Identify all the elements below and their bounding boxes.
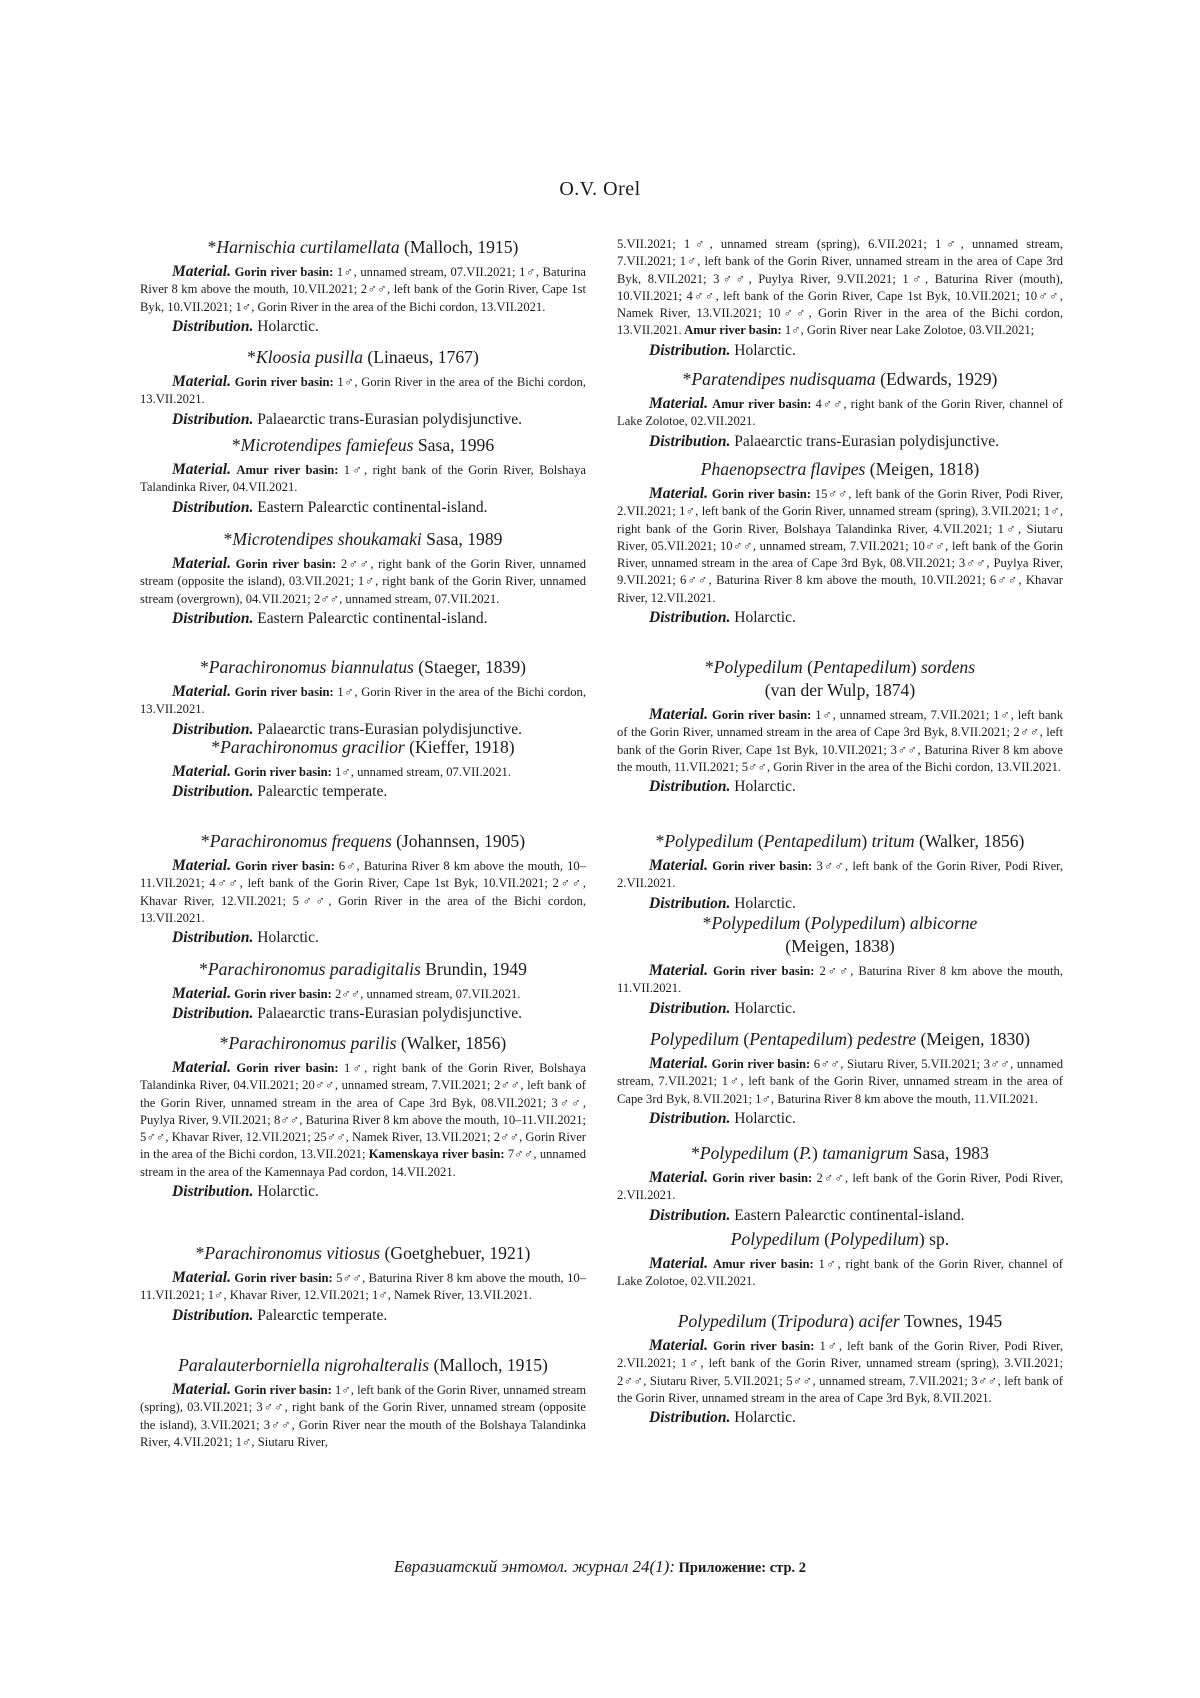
title-asterisk: *	[200, 831, 210, 851]
species-title	[617, 912, 1063, 958]
species-entry	[140, 958, 586, 1025]
distribution-text: Eastern Palearctic continental-island.	[730, 1206, 965, 1224]
material-label: Material.	[172, 1381, 231, 1398]
species-title	[617, 1028, 1063, 1051]
species-title	[617, 368, 1063, 391]
title-asterisk: *	[691, 1143, 700, 1163]
basin-label: Gorin river basin:	[234, 375, 334, 389]
distribution	[140, 1181, 586, 1203]
title-part: (	[802, 657, 813, 677]
species-epithet: sordens	[920, 657, 976, 677]
species-entry	[617, 1228, 1063, 1291]
material-label: Material.	[649, 1055, 708, 1072]
species-name: Polypedilum	[677, 1311, 767, 1331]
title-asterisk: *	[199, 657, 209, 677]
distribution	[617, 607, 1063, 629]
material-paragraph	[140, 1381, 586, 1451]
species-title	[140, 736, 586, 759]
species-name: Paralauterborniella nigrohalteralis	[178, 1355, 430, 1375]
distribution-text: Palaearctic trans-Eurasian polydisjunctive.	[253, 720, 522, 738]
species-title	[140, 656, 586, 679]
title-part: (Meigen, 1818)	[865, 459, 980, 479]
distribution-label: Distribution.	[649, 1206, 731, 1224]
material-text: 2♂♂, right bank of the Gorin River, unnamed stream (opposite the island), 03.VII.2021; 1♂, right bank of the Gorin River, unnamed stream (overgrown), 04.VII.2021; 2♂♂, unnamed stream, 07.VII.2021.	[140, 557, 587, 606]
distribution-text: Holarctic.	[253, 317, 319, 335]
species-name: Microtendipes famiefeus	[240, 435, 414, 455]
distribution-text: Holarctic.	[730, 778, 796, 796]
title-part: (Malloch, 1915)	[399, 237, 519, 257]
author-year: (van der Wulp, 1874)	[764, 680, 916, 700]
species-name: Parachironomus parilis	[228, 1033, 397, 1053]
material-paragraph	[617, 1337, 1063, 1407]
species-entry	[140, 528, 586, 630]
distribution-label: Distribution.	[649, 609, 731, 627]
title-part: (Kieffer, 1918)	[404, 737, 515, 757]
title-part: (Edwards, 1929)	[875, 369, 998, 389]
distribution-label: Distribution.	[172, 317, 254, 335]
title-asterisk: *	[223, 529, 233, 549]
material-continuation: 5.VII.2021; 1♂, unnamed stream (spring), 6.VII.2021; 1♂, unnamed stream, 7.VII.2021; 1♂, left bank of the Gorin River, unnamed stream in the area of Cape 3rd Byk, 8.VII.2021; 3♂♂, Puylya River, 9.VII.2021; 1♂, Baturina River (mouth), 10.VII.2021; 4♂♂, left bank of the Gorin River, Cape 1st Byk, 10.VII.2021; 10♂♂, Namek River, 13.VII.2021; 10♂♂, Gorin River in the area of the Bichi cordon, 13.VII.2021. Amur river basin: 1♂, Gorin River near Lake Zolotoe, 03.VII.2021;	[617, 237, 1063, 338]
species-name: Phaenopsectra flavipes	[700, 459, 866, 479]
distribution	[140, 409, 586, 431]
material-label: Material.	[172, 263, 231, 280]
species-title	[140, 1242, 586, 1265]
material-text: 6♂, Baturina River 8 km above the mouth, 10–11.VII.2021; 4♂♂, left bank of the Gorin River, Cape 1st Byk, 10.VII.2021; 2♂♂, Khavar River, 12.VII.2021; 5♂♂, Gorin River in the area of the Bichi cordon, 13.VII.2021.	[140, 859, 587, 925]
species-title	[140, 1354, 586, 1377]
species-entry	[617, 1310, 1063, 1429]
distribution-label: Distribution.	[649, 1109, 731, 1127]
subgenus-name: Pentapedilum	[812, 657, 911, 677]
distribution-label: Distribution.	[649, 432, 731, 450]
distribution-label: Distribution.	[172, 929, 254, 947]
title-asterisk: *	[231, 435, 241, 455]
basin-label: Gorin river basin:	[712, 859, 813, 873]
title-part: (	[800, 913, 811, 933]
title-part: (Walker, 1856)	[396, 1033, 507, 1053]
distribution	[140, 316, 586, 338]
distribution-text: Holarctic.	[253, 929, 319, 947]
distribution-label: Distribution.	[172, 609, 254, 627]
species-entry	[617, 1028, 1063, 1130]
material-paragraph	[140, 555, 586, 608]
subgenus-name: P.	[799, 1143, 812, 1163]
material-paragraph	[140, 857, 586, 927]
material-text: 1♂, unnamed stream, 07.VII.2021; 1♂, Baturina River 8 km above the mouth, 10.VII.2021; 2♂♂, left bank of the Gorin River, Cape 1st Byk, 10.VII.2021; 1♂, Gorin River in the area of the Bichi cordon, 13.VII.2021.	[140, 265, 586, 314]
title-part: (Staeger, 1839)	[413, 657, 527, 677]
material-paragraph	[617, 706, 1063, 776]
basin-label: Gorin river basin:	[713, 964, 815, 978]
species-entry	[140, 656, 586, 741]
species-name: Microtendipes shoukamaki	[232, 529, 422, 549]
species-title	[617, 656, 1063, 702]
basin-label: Gorin river basin:	[234, 987, 332, 1001]
species-name: Polypedilum	[713, 657, 803, 677]
material-text: 1♂, left bank of the Gorin River, Podi River, 2.VII.2021; 1♂, left bank of the Gorin River, unnamed stream (spring), 3.VII.2021; 2♂♂, Siutaru River, 5.VII.2021; 5♂♂, unnamed stream, 7.VII.2021; 3♂♂, left bank of the Gorin River, unnamed stream in the area of Cape 3rd Byk, 8.VII.2021.	[617, 1339, 1063, 1405]
distribution-text: Palearctic temperate.	[253, 1306, 388, 1324]
material-paragraph	[617, 1169, 1063, 1205]
material-paragraph	[617, 962, 1063, 998]
material-text: 1♂, Gorin River in the area of the Bichi cordon, 13.VII.2021.	[140, 685, 586, 717]
title-part: Brundin, 1949	[420, 959, 527, 979]
basin-label: Gorin river basin:	[711, 487, 811, 501]
subgenus-name: Tripodura	[776, 1311, 849, 1331]
species-entry	[140, 434, 586, 519]
distribution-label: Distribution.	[172, 1306, 254, 1324]
material-paragraph	[617, 1055, 1063, 1108]
title-part: (	[766, 1311, 777, 1331]
distribution-label: Distribution.	[172, 1183, 254, 1201]
material-text: 6♂♂, Siutaru River, 5.VII.2021; 3♂♂, unnamed stream, 7.VII.2021; 1♂, left bank of the Gorin River, unnamed stream in the area of Cape 3rd Byk, 8.VII.2021; 1♂, Baturina River 8 km above the mouth, 11.VII.2021.	[617, 1057, 1063, 1106]
distribution-text: Palearctic temperate.	[253, 783, 388, 801]
material-label: Material.	[649, 1255, 708, 1272]
species-entry	[140, 1242, 586, 1327]
material-text: 15♂♂, left bank of the Gorin River, Podi River, 2.VII.2021; 1♂, left bank of the Gorin River, unnamed stream (spring), 3.VII.2021; 1♂, right bank of the Gorin River, Bolshaya Talandinka River, 4.VII.2021; 1♂, Siutaru River, 05.VII.2021; 10♂♂, unnamed stream, 7.VII.2021; 10♂♂, left bank of the Gorin River, unnamed stream in the area of Cape 3rd Byk, 08.VII.2021; 3♂♂, Puylya River, 9.VII.2021; 6♂♂, Baturina River 8 km above the mouth, 10.VII.2021; 6♂♂, Khavar River, 12.VII.2021.	[617, 487, 1063, 605]
material-text: 2♂♂, unnamed stream, 07.VII.2021.	[331, 987, 521, 1001]
species-title	[140, 434, 586, 457]
title-asterisk: *	[682, 369, 692, 389]
material-label: Material.	[172, 985, 231, 1002]
species-entry	[617, 830, 1063, 915]
basin-label: Kamenskaya river basin:	[365, 1147, 505, 1162]
distribution-label: Distribution.	[649, 778, 731, 796]
species-title	[617, 458, 1063, 481]
material-paragraph	[140, 1059, 586, 1181]
distribution	[617, 1205, 1063, 1227]
material-paragraph	[140, 985, 586, 1003]
species-name: Parachironomus frequens	[209, 831, 392, 851]
species-name: Polypedilum	[730, 1229, 820, 1249]
material-text: 1♂, unnamed stream, 7.VII.2021; 1♂, left bank of the Gorin River, unnamed stream in the area of Cape 3rd Byk, 8.VII.2021; 2♂♂, left bank of the Gorin River, Cape 1st Byk, 10.VII.2021; 3♂♂, Baturina River 8 km above the mouth, 11.VII.2021; 5♂♂, Gorin River in the area of the Bichi cordon, 13.VII.2021.	[617, 708, 1064, 774]
material-paragraph	[140, 461, 586, 497]
title-asterisk: *	[655, 831, 665, 851]
basin-label: Amur river basin:	[712, 1257, 814, 1271]
material-label: Material.	[172, 1269, 231, 1286]
material-label: Material.	[172, 763, 231, 780]
distribution	[140, 781, 586, 803]
material-text: 7♂♂, unnamed stream in the area of the Kamennaya Pad cordon, 14.VII.2021.	[140, 1147, 586, 1179]
material-text: 2♂♂, Baturina River 8 km above the mouth, 11.VII.2021.	[617, 964, 1064, 996]
species-title	[140, 236, 586, 259]
material-label: Material.	[172, 1059, 231, 1076]
title-part: (	[753, 831, 764, 851]
distribution-text: Holarctic.	[730, 609, 796, 627]
title-part: (	[738, 1029, 750, 1049]
species-entry	[140, 236, 586, 338]
author-year: Townes, 1945	[899, 1311, 1003, 1331]
distribution-label: Distribution.	[172, 410, 254, 428]
material-paragraph	[140, 373, 586, 409]
author-year: (Walker, 1856)	[914, 831, 1025, 851]
title-asterisk: *	[195, 1243, 205, 1263]
species-title	[140, 346, 586, 369]
distribution	[140, 1305, 586, 1327]
material-text: 1♂, left bank of the Gorin River, unnamed stream (spring), 03.VII.2021; 3♂♂, right bank of the Gorin River, unnamed stream (opposite the island), 3.VII.2021; 3♂♂, Gorin River near the mouth of the Bolshaya Talandinka River, 4.VII.2021; 1♂, Siutaru River,	[140, 1383, 587, 1449]
material-label: Material.	[649, 485, 708, 502]
material-text: 1♂, unnamed stream, 07.VII.2021.	[331, 765, 511, 779]
species-entry	[617, 368, 1063, 453]
right-column	[617, 236, 1063, 1556]
material-label: Material.	[649, 1169, 708, 1186]
material-text: 5♂♂, Baturina River 8 km above the mouth, 10–11.VII.2021; 1♂, Khavar River, 12.VII.2021; 1♂, Namek River, 13.VII.2021.	[140, 1271, 586, 1303]
title-part: Sasa, 1989	[421, 529, 503, 549]
species-name: Kloosia pusilla	[255, 347, 364, 367]
distribution-label: Distribution.	[649, 1409, 731, 1427]
material-paragraph	[617, 1255, 1063, 1291]
author-year: Sasa, 1983	[908, 1143, 989, 1163]
material-text: 1♂, right bank of the Gorin River, channel of Lake Zolotoe, 02.VII.2021.	[617, 1257, 1063, 1289]
author-year: (Meigen, 1838)	[785, 936, 895, 956]
material-text: 4♂♂, right bank of the Gorin River, channel of Lake Zolotoe, 02.VII.2021.	[617, 397, 1063, 429]
distribution-label: Distribution.	[649, 999, 731, 1017]
title-part: )	[899, 913, 910, 933]
title-asterisk: *	[211, 737, 221, 757]
basin-label: Gorin river basin:	[235, 557, 337, 571]
species-epithet: albicorne	[909, 913, 978, 933]
title-part: )	[811, 1143, 823, 1163]
material-label: Material.	[172, 683, 231, 700]
material-label: Material.	[172, 373, 231, 390]
distribution-text: Holarctic.	[730, 999, 796, 1017]
basin-label: Gorin river basin:	[711, 708, 812, 722]
species-entry	[140, 346, 586, 431]
species-entry	[617, 458, 1063, 629]
title-part: ) sp.	[918, 1229, 950, 1249]
species-name: Harnischia curtilamellata	[216, 237, 400, 257]
material-label: Material.	[649, 1337, 708, 1354]
species-entry	[140, 1354, 586, 1451]
distribution-label: Distribution.	[649, 894, 731, 912]
species-title	[617, 830, 1063, 853]
species-entry	[617, 912, 1063, 1020]
title-asterisk: *	[199, 959, 208, 979]
distribution-label: Distribution.	[172, 1005, 254, 1023]
author-year: (Meigen, 1830)	[916, 1029, 1030, 1049]
title-part: )	[910, 657, 921, 677]
species-epithet: tritum	[871, 831, 915, 851]
species-entry	[617, 656, 1063, 798]
distribution-label: Distribution.	[172, 720, 254, 738]
distribution-label: Distribution.	[172, 498, 254, 516]
material-label: Material.	[649, 395, 708, 412]
material-text: 1♂, right bank of the Gorin River, Bolshaya Talandinka River, 04.VII.2021; 20♂♂, unnamed stream, 7.VII.2021; 2♂♂, left bank of the Gorin River, unnamed stream in the area of Cape 3rd Byk, 08.VII.2021; 3♂♂, Puylya River, 9.VII.2021; 8♂♂, Baturina River 8 km above the mouth, 10–11.VII.2021; 5♂♂, Khavar River, 12.VII.2021; 25♂♂, Namek River, 13.VII.2021; 2♂♂, Gorin River in the area of the Bichi cordon, 13.VII.2021;	[140, 1061, 586, 1162]
species-entry	[617, 1142, 1063, 1227]
basin-label: Amur river basin:	[712, 397, 812, 411]
title-part: )	[846, 1029, 858, 1049]
basin-label: Gorin river basin:	[234, 265, 334, 279]
species-entry	[140, 736, 586, 803]
title-part: Sasa, 1996	[413, 435, 495, 455]
page-number: Приложение: стр. 2	[675, 1560, 807, 1576]
distribution-text: Palaearctic trans-Eurasian polydisjunctive.	[253, 410, 522, 428]
title-asterisk: *	[207, 237, 217, 257]
species-title	[617, 1142, 1063, 1165]
subgenus-name: Polypedilum	[810, 913, 900, 933]
distribution	[140, 497, 586, 519]
species-name: Parachironomus vitiosus	[204, 1243, 381, 1263]
distribution-text: Eastern Palearctic continental-island.	[253, 498, 488, 516]
basin-label: Gorin river basin:	[234, 1383, 332, 1397]
distribution	[140, 927, 586, 949]
species-entry	[140, 830, 586, 949]
title-part: )	[861, 831, 872, 851]
species-title	[140, 1032, 586, 1055]
species-name: Polypedilum	[711, 913, 801, 933]
species-name: Polypedilum	[699, 1143, 789, 1163]
distribution-label: Distribution.	[172, 783, 254, 801]
basin-label: Gorin river basin:	[234, 685, 334, 699]
subgenus-name: Polypedilum	[829, 1229, 919, 1249]
species-title	[140, 958, 586, 981]
left-column	[140, 236, 586, 1556]
distribution-text: Holarctic.	[730, 1109, 796, 1127]
title-part: (Goetghebuer, 1921)	[380, 1243, 531, 1263]
basin-label: Gorin river basin:	[234, 1271, 333, 1285]
basin-label: Gorin river basin:	[235, 859, 335, 873]
material-paragraph	[617, 395, 1063, 431]
species-name: Parachironomus gracilior	[220, 737, 405, 757]
distribution-text: Holarctic.	[253, 1183, 319, 1201]
material-paragraph	[617, 857, 1063, 893]
species-title	[617, 1228, 1063, 1251]
species-epithet: tamanigrum	[822, 1143, 909, 1163]
distribution	[140, 608, 586, 630]
continued-entry	[617, 236, 1063, 362]
species-title	[140, 528, 586, 551]
species-name: Paratendipes nudisquama	[691, 369, 876, 389]
species-name: Parachironomus biannulatus	[208, 657, 414, 677]
distribution-text: Eastern Palearctic continental-island.	[253, 609, 488, 627]
material-paragraph	[140, 263, 586, 316]
material-label: Material.	[172, 555, 231, 572]
subgenus-name: Pentapedilum	[763, 831, 862, 851]
title-part: (Johannsen, 1905)	[391, 831, 526, 851]
species-title	[617, 1310, 1063, 1333]
material-label: Material.	[172, 857, 231, 874]
material-label: Material.	[649, 962, 708, 979]
distribution	[617, 1108, 1063, 1130]
basin-label: Gorin river basin:	[711, 1057, 811, 1071]
title-part: (Linaeus, 1767)	[363, 347, 479, 367]
material-text: 3♂♂, left bank of the Gorin River, Podi River, 2.VII.2021.	[617, 859, 1064, 891]
distribution-text: Palaearctic trans-Eurasian polydisjunctive.	[253, 1005, 522, 1023]
title-asterisk: *	[702, 913, 712, 933]
material-paragraph	[617, 485, 1063, 607]
species-name: Parachironomus paradigitalis	[207, 959, 421, 979]
distribution	[140, 1003, 586, 1025]
distribution	[617, 431, 1063, 453]
running-header: O.V. Orel	[559, 178, 641, 200]
distribution	[617, 776, 1063, 798]
basin-label: Gorin river basin:	[713, 1339, 815, 1353]
basin-label: Gorin river basin:	[234, 765, 332, 779]
material-label: Material.	[649, 857, 708, 874]
title-asterisk: *	[247, 347, 256, 367]
title-asterisk: *	[704, 657, 714, 677]
title-part: (	[788, 1143, 800, 1163]
species-epithet: acifer	[858, 1311, 900, 1331]
species-name: Polypedilum	[649, 1029, 739, 1049]
subgenus-name: Pentapedilum	[749, 1029, 847, 1049]
title-part: (Malloch, 1915)	[429, 1355, 548, 1375]
title-part: (	[819, 1229, 830, 1249]
distribution	[617, 998, 1063, 1020]
distribution	[617, 1407, 1063, 1429]
material-label: Material.	[172, 461, 231, 478]
species-name: Polypedilum	[664, 831, 754, 851]
distribution: Distribution. Holarctic.	[649, 341, 796, 359]
material-paragraph	[140, 763, 586, 781]
distribution-text: Palaearctic trans-Eurasian polydisjunctive.	[730, 432, 999, 450]
material-paragraph	[140, 1269, 586, 1305]
material-label: Material.	[649, 706, 708, 723]
journal-name: Евразиатский энтомол. журнал 24(1):	[393, 1557, 675, 1576]
material-paragraph	[140, 683, 586, 719]
species-epithet: pedestre	[857, 1029, 917, 1049]
distribution-text: Holarctic.	[730, 894, 796, 912]
basin-label: Gorin river basin:	[236, 1061, 339, 1075]
distribution-text: Holarctic.	[730, 1409, 796, 1427]
material-text: 1♂, right bank of the Gorin River, Bolshaya Talandinka River, 04.VII.2021.	[140, 463, 586, 495]
basin-label: Amur river basin:	[236, 463, 339, 477]
material-text: 1♂, Gorin River in the area of the Bichi cordon, 13.VII.2021.	[140, 375, 586, 407]
material-text: 2♂♂, left bank of the Gorin River, Podi River, 2.VII.2021.	[617, 1171, 1064, 1203]
species-entry	[140, 1032, 586, 1203]
title-part: )	[848, 1311, 859, 1331]
page-footer	[0, 1557, 1200, 1577]
basin-label: Gorin river basin:	[712, 1171, 813, 1185]
species-title	[140, 830, 586, 853]
title-asterisk: *	[219, 1033, 229, 1053]
